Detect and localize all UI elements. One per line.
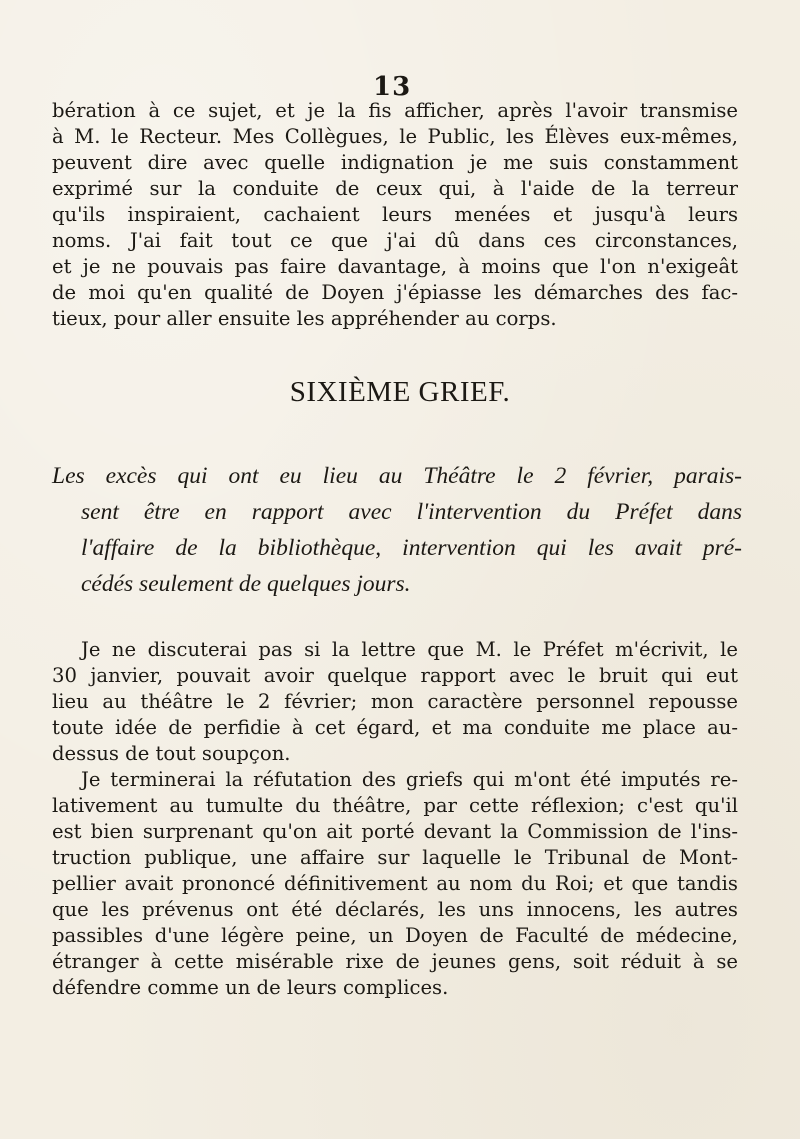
page-number: 13	[373, 72, 412, 102]
text-line: étranger à cette misérable rixe de jeunes gens, soit réduit à se	[52, 950, 738, 973]
text-line: dessus de tout soupçon.	[52, 742, 291, 765]
text-line: exprimé sur la conduite de ceux qui, à l'aide de la terreur	[52, 177, 738, 200]
text-line: truction publique, une affaire sur laquelle le Tribunal de Mont-	[52, 846, 738, 869]
section-heading: SIXIÈME GRIEF.	[289, 376, 511, 408]
text-line: Je terminerai la réfutation des griefs qui m'ont été imputés re-	[81, 768, 738, 791]
text-line: est bien surprenant qu'on ait porté devant la Commission de l'ins-	[52, 820, 738, 843]
text-line: passibles d'une légère peine, un Doyen de Faculté de médecine,	[52, 924, 738, 947]
text-line: peuvent dire avec quelle indignation je me suis constamment	[52, 151, 738, 174]
paragraph-conclusion	[52, 767, 738, 1001]
summary-line: sent être en rapport avec l'intervention du Préfet dans	[81, 499, 742, 525]
summary-line: cédés seulement de quelques jours.	[81, 571, 411, 597]
summary-line: Les excès qui ont eu lieu au Théâtre le 2 février, parais-	[52, 463, 742, 489]
text-line: lativement au tumulte du théâtre, par cette réflexion; c'est qu'il	[52, 794, 738, 817]
text-line: tieux, pour aller ensuite les appréhender au corps.	[52, 307, 557, 330]
text-line: toute idée de perfidie à cet égard, et ma conduite me place au-	[52, 716, 738, 739]
text-line: lieu au théâtre le 2 février; mon caractère personnel repousse	[52, 690, 738, 713]
paragraph-prefect-letter	[52, 637, 738, 767]
text-line: noms. J'ai fait tout ce que j'ai dû dans ces circonstances,	[52, 229, 738, 252]
paragraph-continuation	[52, 98, 738, 332]
text-line: 30 janvier, pouvait avoir quelque rapport avec le bruit qui eut	[52, 664, 738, 687]
text-line: et je ne pouvais pas faire davantage, à moins que l'on n'exigeât	[52, 255, 738, 278]
text-line: Je ne discuterai pas si la lettre que M. le Préfet m'écrivit, le	[81, 638, 738, 661]
text-line: à M. le Recteur. Mes Collègues, le Public, les Élèves eux-mêmes,	[52, 125, 738, 148]
text-line: défendre comme un de leurs complices.	[52, 976, 449, 999]
text-line: bération à ce sujet, et je la fis afficher, après l'avoir transmise	[52, 99, 738, 122]
text-line: pellier avait prononcé définitivement au nom du Roi; et que tandis	[52, 872, 738, 895]
section-summary	[52, 458, 742, 602]
text-line: de moi qu'en qualité de Doyen j'épiasse les démarches des fac-	[52, 281, 738, 304]
text-line: qu'ils inspiraient, cachaient leurs menées et jusqu'à leurs	[52, 203, 738, 226]
summary-line: l'affaire de la bibliothèque, intervention qui les avait pré-	[81, 535, 742, 561]
text-line: que les prévenus ont été déclarés, les uns innocens, les autres	[52, 898, 738, 921]
